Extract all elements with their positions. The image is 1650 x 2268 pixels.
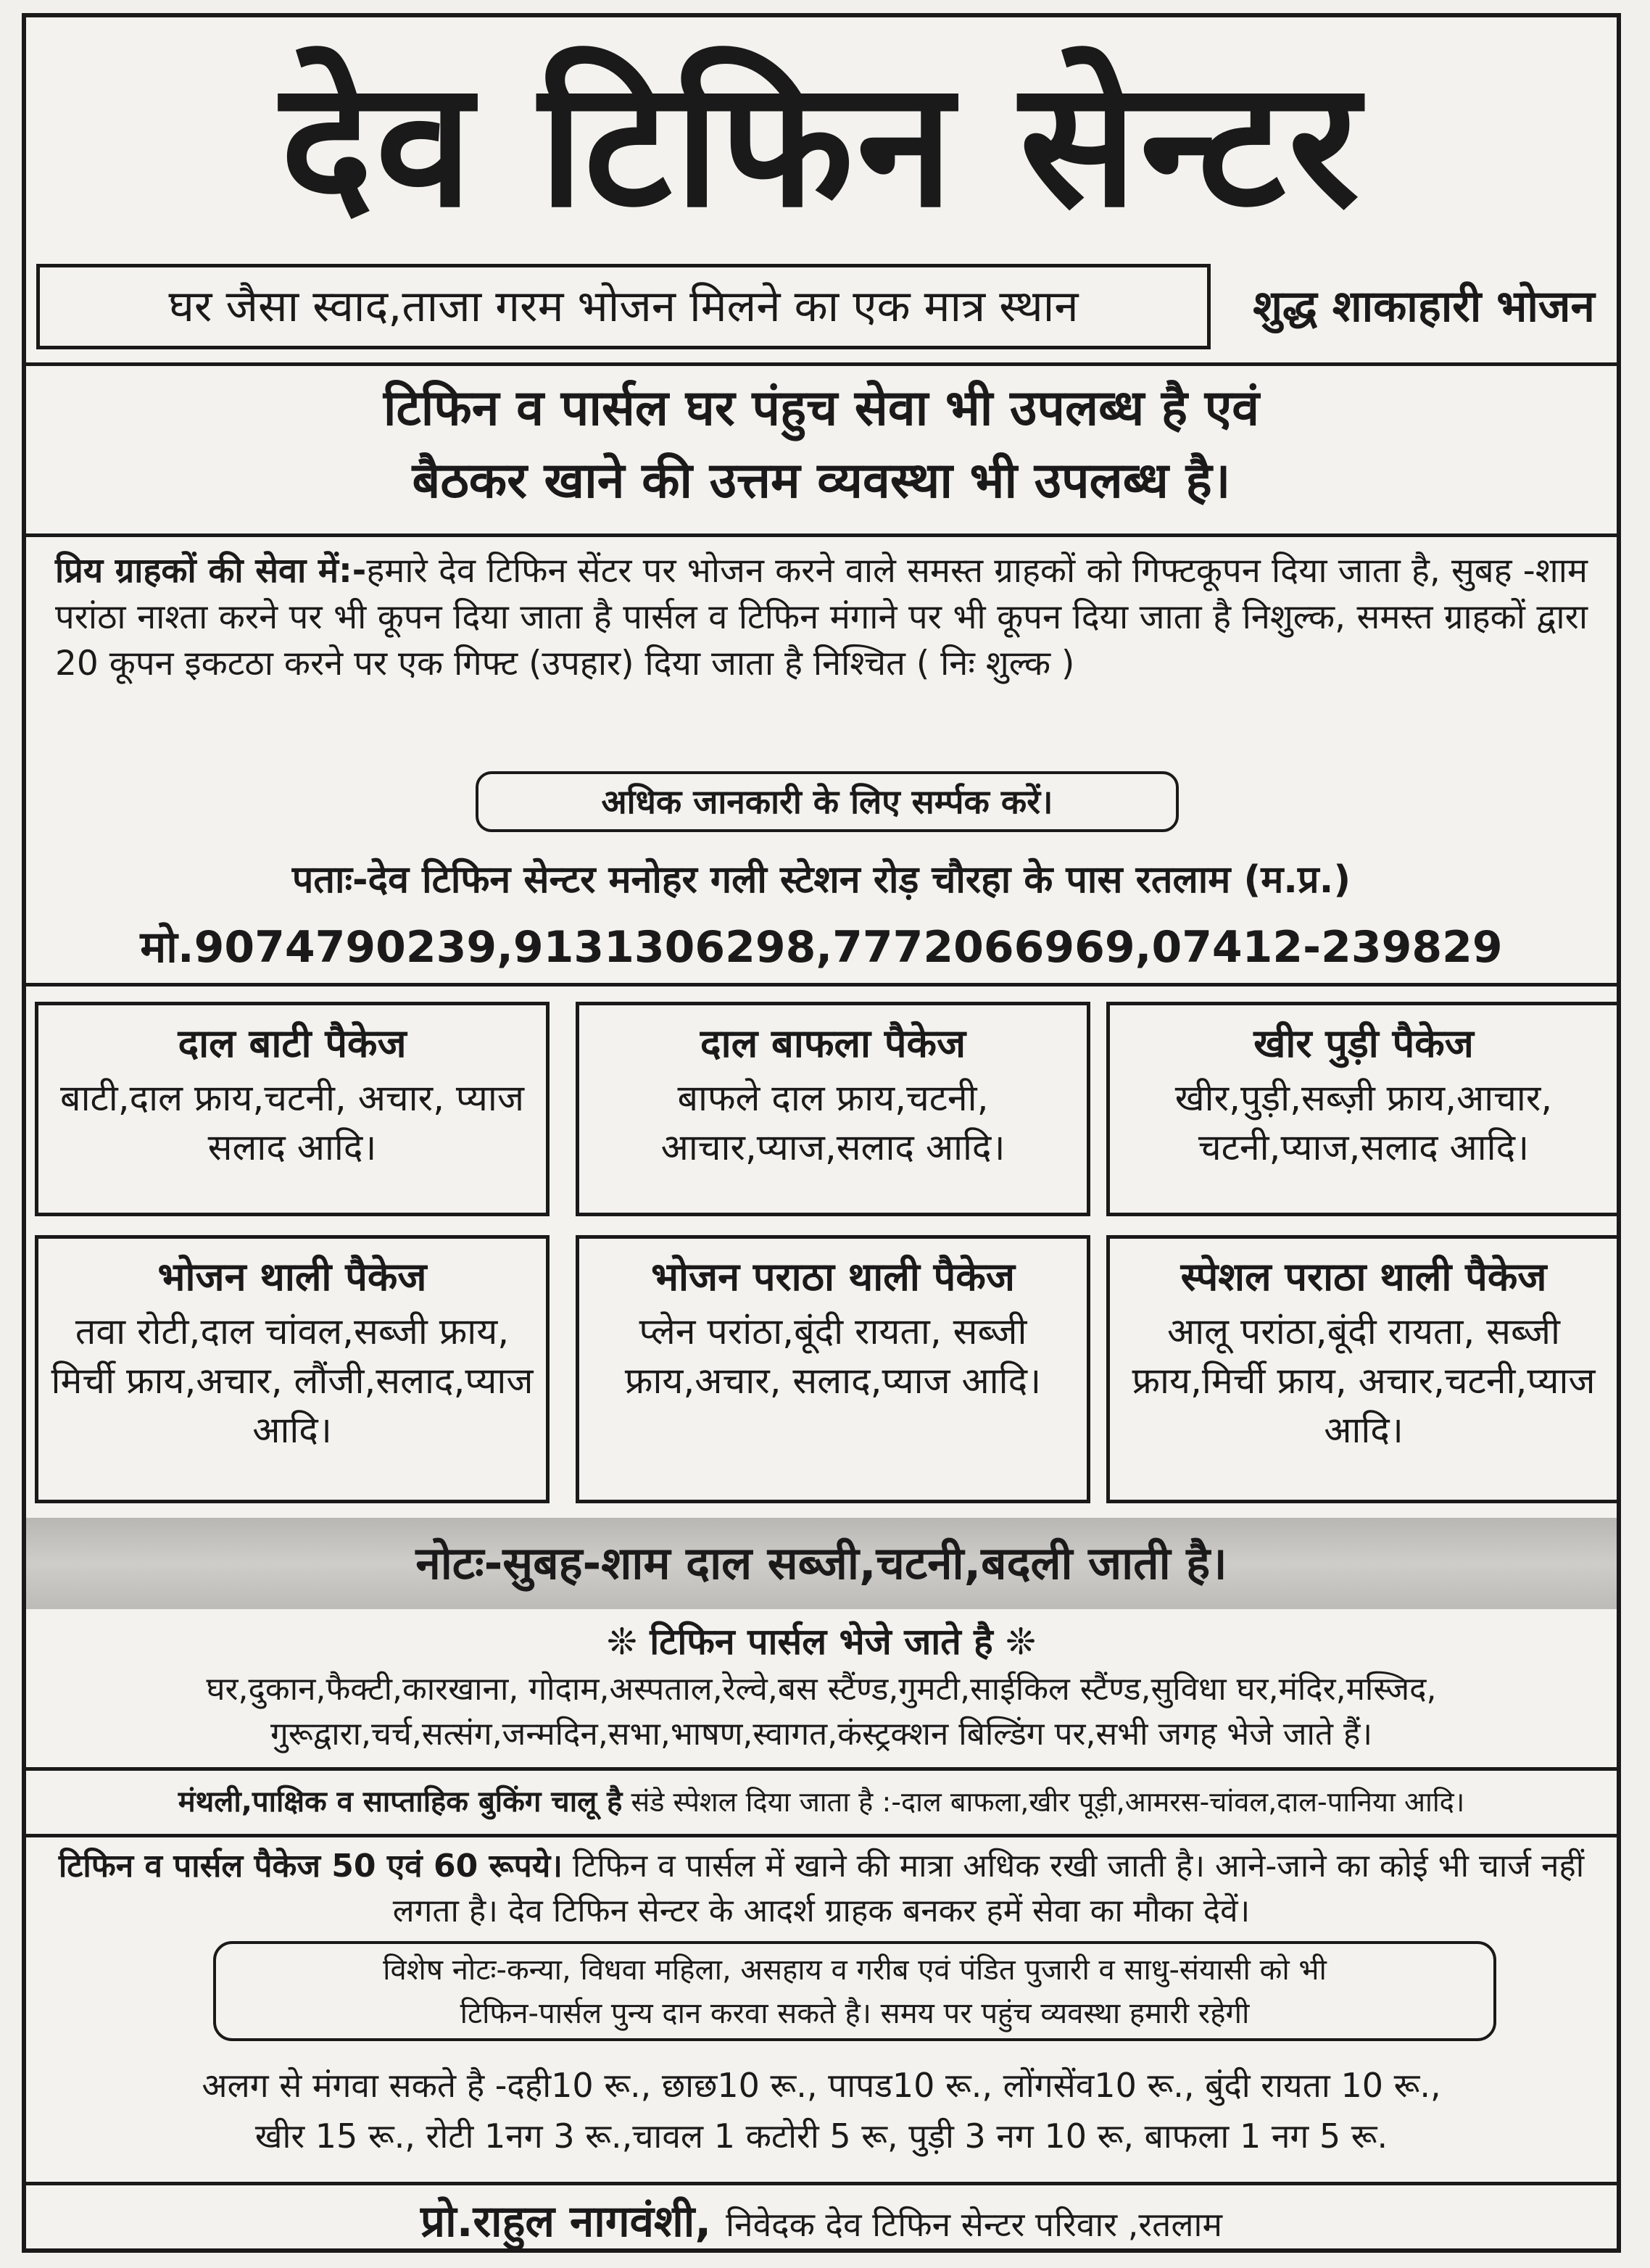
package-card	[35, 1235, 550, 1503]
advertisement-page	[22, 13, 1621, 2253]
extras-line-2: खीर 15 रू., रोटी 1नग 3 रू.,चावल 1 कटोरी 5 रू, पुड़ी 3 नग 10 रू, बाफला 1 नग 5 रू.	[254, 2117, 1388, 2156]
veg-label: शुद्ध शाकाहारी भोजन	[1253, 281, 1595, 332]
divider	[26, 2182, 1617, 2185]
package-card	[576, 1235, 1090, 1503]
divider	[26, 1834, 1617, 1837]
special-note-line-2: टिफिन-पार्सल पुन्य दान करवा सकते है। समय पर पहुंच व्यवस्था हमारी रहेगी	[460, 1997, 1250, 2030]
divider	[26, 1767, 1617, 1771]
delivery-line-1: टिफिन व पार्सल घर पंहुच सेवा भी उपलब्ध है एवं	[383, 380, 1260, 437]
package-items: बाटी,दाल फ्राय,चटनी, अचार, प्याज सलाद आदि।	[60, 1077, 524, 1168]
special-note-line-1: विशेष नोटः-कन्या, विधवा महिला, असहाय व गरीब एवं पंडित पुजारी व साधु-संयासी को भी	[383, 1953, 1327, 1987]
intro-body: हमारे देव टिफिन सेंटर पर भोजन करने वाले समस्त ग्राहकों को गिफ्टकूपन दिया जाता है, सुबह -शाम परांठा नाश्ता करने पर भी कूपन दिया जाता है पार्सल व टिफिन मंगाने पर भी कूपन दिया जाता है निशुल्क, समस्त ग्राहकों द्वारा 20 कूपन इकटठा करने पर एक गिफ्ट (उपहार) दिया जाता है निश्चित ( निः शुल्क )	[55, 551, 1588, 684]
proprietor-name: प्रो.राहुल नागवंशी,	[420, 2196, 712, 2247]
divider	[26, 362, 1617, 366]
contact-prompt: अधिक जानकारी के लिए सर्म्पक करें।	[476, 771, 1179, 832]
package-card	[35, 1002, 550, 1216]
footer	[26, 2186, 1617, 2257]
package-items: बाफले दाल फ्राय,चटनी, आचार,प्याज,सलाद आदि।	[660, 1077, 1006, 1168]
package-title: खीर पुड़ी पैकेज	[1253, 1021, 1474, 1066]
price-info	[55, 1844, 1588, 1934]
address: पताः-देव टिफिन सेन्टर मनोहर गली स्टेशन रोड़ चौरहा के पास रतलाम (म.प्र.)	[291, 858, 1351, 902]
tagline-box: घर जैसा स्वाद,ताजा गरम भोजन मिलने का एक मात्र स्थान	[36, 264, 1211, 349]
package-title: दाल बाटी पैकेज	[178, 1021, 407, 1066]
package-title: स्पेशल पराठा थाली पैकेज	[1180, 1254, 1547, 1300]
special-note-box	[213, 1941, 1496, 2041]
divider	[26, 983, 1617, 986]
price-lead: टिफिन व पार्सल पैकेज 50 एवं 60 रूपये।	[58, 1848, 563, 1885]
delivery-line-2: बैठकर खाने की उत्तम व्यवस्था भी उपलब्ध है।	[412, 452, 1231, 510]
package-items: खीर,पुड़ी,सब्ज़ी फ्राय,आचार, चटनी,प्याज,सलाद आदि।	[1174, 1077, 1553, 1168]
booking-info	[26, 1771, 1617, 1832]
delivery-places-title: ❊ टिफिन पार्सल भेजे जाते है ❊	[606, 1621, 1037, 1663]
package-items: तवा रोटी,दाल चांवल,सब्जी फ्राय, मिर्ची फ्राय,अचार, लौंजी,सलाद,प्याज आदि।	[51, 1310, 534, 1451]
business-title: देव टिफिन सेन्टर	[280, 43, 1363, 246]
price-details: टिफिन व पार्सल में खाने की मात्रा अधिक रखी जाती है। आने-जाने का कोई भी चार्ज नहीं लगता है। देव टिफिन सेन्टर के आदर्श ग्राहक बनकर हमें सेवा का मौका देवें।	[392, 1848, 1585, 1930]
footer-sender: निवेदक देव टिफिन सेन्टर परिवार ,रतलाम	[726, 2205, 1222, 2244]
note-banner: नोटः-सुबह-शाम दाल सब्जी,चटनी,बदली जाती है।	[26, 1518, 1617, 1609]
extra-items	[48, 2060, 1595, 2161]
intro-lead: प्रिय ग्राहकों की सेवा में:-	[55, 551, 367, 591]
phone-numbers: मो.9074790239,9131306298,7772066969,07412-239829	[140, 922, 1503, 973]
package-items: आलू परांठा,बूंदी रायता, सब्जी फ्राय,मिर्ची फ्राय, अचार,चटनी,प्याज आदि।	[1132, 1310, 1596, 1451]
package-title: भोजन थाली पैकेज	[157, 1254, 427, 1300]
booking-details: संडे स्पेशल दिया जाता है :-दाल बाफला,खीर पूड़ी,आमरस-चांवल,दाल-पानिया आदि।	[622, 1786, 1465, 1818]
package-card	[1106, 1002, 1621, 1216]
divider	[26, 533, 1617, 537]
extras-line-1: अलग से मंगवा सकते है -दही10 रू., छाछ10 रू., पापड10 रू., लोंगसेंव10 रू., बुंदी रायता 10 रू.,	[202, 2066, 1441, 2105]
package-card	[576, 1002, 1090, 1216]
package-title: भोजन पराठा थाली पैकेज	[651, 1254, 1015, 1300]
delivery-places: घर,दुकान,फैक्टी,कारखाना, गोदाम,अस्पताल,रेल्वे,बस स्टैंण्ड,गुमटी,साईकिल स्टैंण्ड,सुविधा घर,मंदिर,मस्जिद, गुरूद्वारा,चर्च,सत्संग,जन्मदिन,सभा,भाषण,स्वागत,कंस्ट्रक्शन बिल्डिंग पर,सभी जगह भेजे जाते हैं।	[206, 1671, 1437, 1753]
customer-intro	[55, 548, 1588, 687]
package-items: प्लेन परांठा,बूंदी रायता, सब्जी फ्राय,अचार, सलाद,प्याज आदि।	[624, 1310, 1042, 1402]
package-title: दाल बाफला पैकेज	[700, 1021, 966, 1066]
package-card	[1106, 1235, 1621, 1503]
delivery-info	[26, 373, 1617, 518]
booking-lead: मंथली,पाक्षिक व साप्ताहिक बुकिंग चालू है	[178, 1785, 623, 1819]
